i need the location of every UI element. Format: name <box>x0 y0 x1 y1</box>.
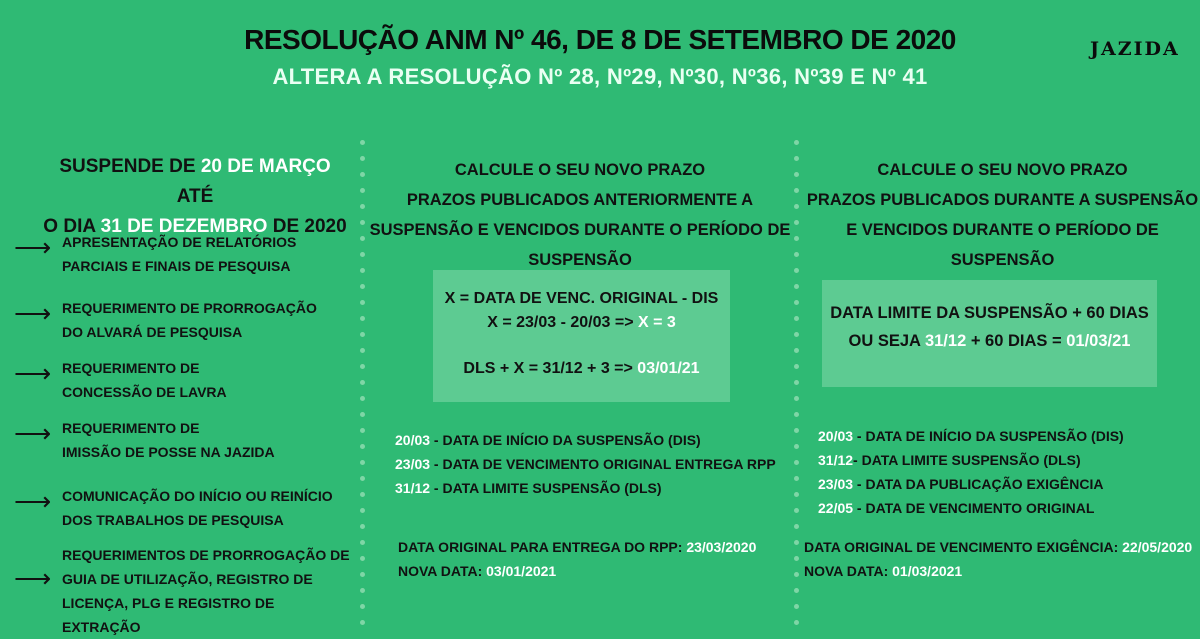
divider-dot <box>360 140 365 145</box>
arrow-right-icon: ⟶ <box>14 232 52 262</box>
divider-dot <box>360 348 365 353</box>
legend-item: 23/03 - DATA DE VENCIMENTO ORIGINAL ENTREGA RPP <box>395 456 776 472</box>
legend-item: 31/12 - DATA LIMITE SUSPENSÃO (DLS) <box>395 480 662 496</box>
list-item: ⟶ REQUERIMENTO DE IMISSÃO DE POSSE NA JAZIDA <box>14 418 275 460</box>
calc-heading-before-suspension: CALCULE O SEU NOVO PRAZO PRAZOS PUBLICADOS ANTERIORMENTE A SUSPENSÃO E VENCIDOS DURANTE O PERÍODO DE SUSPENSÃO <box>369 161 791 269</box>
divider-dot <box>794 380 799 385</box>
formula-line: X = DATA DE VENC. ORIGINAL - DIS <box>444 290 719 307</box>
legend-item: 31/12- DATA LIMITE SUSPENSÃO (DLS) <box>818 452 1081 468</box>
divider-dot <box>794 556 799 561</box>
divider-dot <box>794 428 799 433</box>
divider-dot <box>360 428 365 433</box>
formula-line: OU SEJA 31/12 + 60 DIAS = 01/03/21 <box>848 332 1131 350</box>
formula-line: DATA LIMITE DA SUSPENSÃO + 60 DIAS <box>830 304 1149 322</box>
list-item: ⟶ COMUNICAÇÃO DO INÍCIO OU REINÍCIO DOS TRABALHOS DE PESQUISA <box>14 486 333 528</box>
divider-dot <box>360 284 365 289</box>
divider-dot <box>360 412 365 417</box>
arrow-right-icon: ⟶ <box>14 358 52 388</box>
divider-dot <box>360 380 365 385</box>
legend-item: 20/03 - DATA DE INÍCIO DA SUSPENSÃO (DIS) <box>395 432 701 448</box>
divider-dot <box>794 284 799 289</box>
divider-dot <box>360 556 365 561</box>
list-item: ⟶ REQUERIMENTO DE PRORROGAÇÃO DO ALVARÁ DE PESQUISA <box>14 298 317 340</box>
divider-dot <box>794 316 799 321</box>
divider-dot <box>794 300 799 305</box>
divider-dot <box>794 524 799 529</box>
divider-dot <box>794 444 799 449</box>
divider-dot <box>360 396 365 401</box>
legend-item: 22/05 - DATA DE VENCIMENTO ORIGINAL <box>818 500 1095 516</box>
legend-item: 20/03 - DATA DE INÍCIO DA SUSPENSÃO (DIS) <box>818 428 1124 444</box>
divider-dot <box>794 332 799 337</box>
divider-dot <box>794 412 799 417</box>
divider-dot <box>794 604 799 609</box>
divider-dot <box>794 364 799 369</box>
arrow-right-icon: ⟶ <box>14 298 52 328</box>
divider-dot <box>360 300 365 305</box>
divider-dot <box>794 460 799 465</box>
divider-dot <box>360 444 365 449</box>
divider-dot <box>794 348 799 353</box>
list-item: ⟶ REQUERIMENTO DE CONCESSÃO DE LAVRA <box>14 358 227 400</box>
divider-dot <box>794 620 799 625</box>
divider-dot <box>360 332 365 337</box>
divider-dot <box>360 492 365 497</box>
divider-dot <box>794 508 799 513</box>
divider-dot <box>794 476 799 481</box>
divider-dot <box>360 620 365 625</box>
legend-item: 23/03 - DATA DA PUBLICAÇÃO EXIGÊNCIA <box>818 476 1104 492</box>
arrow-right-icon: ⟶ <box>14 486 52 516</box>
divider-dot <box>360 476 365 481</box>
page-title: RESOLUÇÃO ANM Nº 46, DE 8 DE SETEMBRO DE 2020 <box>244 24 956 55</box>
divider-dot <box>360 588 365 593</box>
divider-dot <box>360 364 365 369</box>
result-summary: DATA ORIGINAL PARA ENTREGA DO RPP: 23/03/2020 NOVA DATA: 03/01/2021 <box>398 539 757 579</box>
divider-dot <box>794 492 799 497</box>
divider-dot <box>360 316 365 321</box>
page-subtitle: ALTERA A RESOLUÇÃO Nº 28, Nº29, Nº30, Nº36, Nº39 E Nº 41 <box>272 64 928 89</box>
date-legend <box>818 424 1124 520</box>
formula-box <box>433 270 730 402</box>
arrow-right-icon: ⟶ <box>14 563 52 593</box>
divider-dot <box>794 572 799 577</box>
formula-line: DLS + X = 31/12 + 3 => 03/01/21 <box>463 360 700 377</box>
list-item: ⟶ REQUERIMENTOS DE PRORROGAÇÃO DE GUIA DE UTILIZAÇÃO, REGISTRO DE LICENÇA, PLG E REGISTRO DE EXTRAÇÃO <box>14 547 350 635</box>
formula-box <box>822 280 1157 387</box>
suspension-period-heading: SUSPENDE DE 20 DE MARÇO ATÉ O DIA 31 DE DEZEMBRO DE 2020 <box>43 156 347 237</box>
divider-dot <box>794 396 799 401</box>
divider-dot <box>794 588 799 593</box>
divider-dot <box>360 604 365 609</box>
result-summary: DATA ORIGINAL DE VENCIMENTO EXIGÊNCIA: 22/05/2020 NOVA DATA: 01/03/2021 <box>804 539 1193 579</box>
formula-line: X = 23/03 - 20/03 => X = 3 <box>487 314 676 331</box>
divider-dot <box>360 508 365 513</box>
divider-dot <box>794 540 799 545</box>
list-item: ⟶ APRESENTAÇÃO DE RELATÓRIOS PARCIAIS E FINAIS DE PESQUISA <box>14 232 297 274</box>
divider-dot <box>360 572 365 577</box>
arrow-right-icon: ⟶ <box>14 418 52 448</box>
calc-heading-during-suspension: CALCULE O SEU NOVO PRAZO PRAZOS PUBLICADOS DURANTE A SUSPENSÃO E VENCIDOS DURANTE O PERÍODO DE SUSPENSÃO <box>806 161 1199 269</box>
divider-dot <box>360 540 365 545</box>
divider-dot <box>360 524 365 529</box>
divider-dot <box>794 140 799 145</box>
divider-dot <box>360 460 365 465</box>
jazida-logo: JAZIDA <box>1090 38 1180 60</box>
date-legend <box>395 428 776 500</box>
